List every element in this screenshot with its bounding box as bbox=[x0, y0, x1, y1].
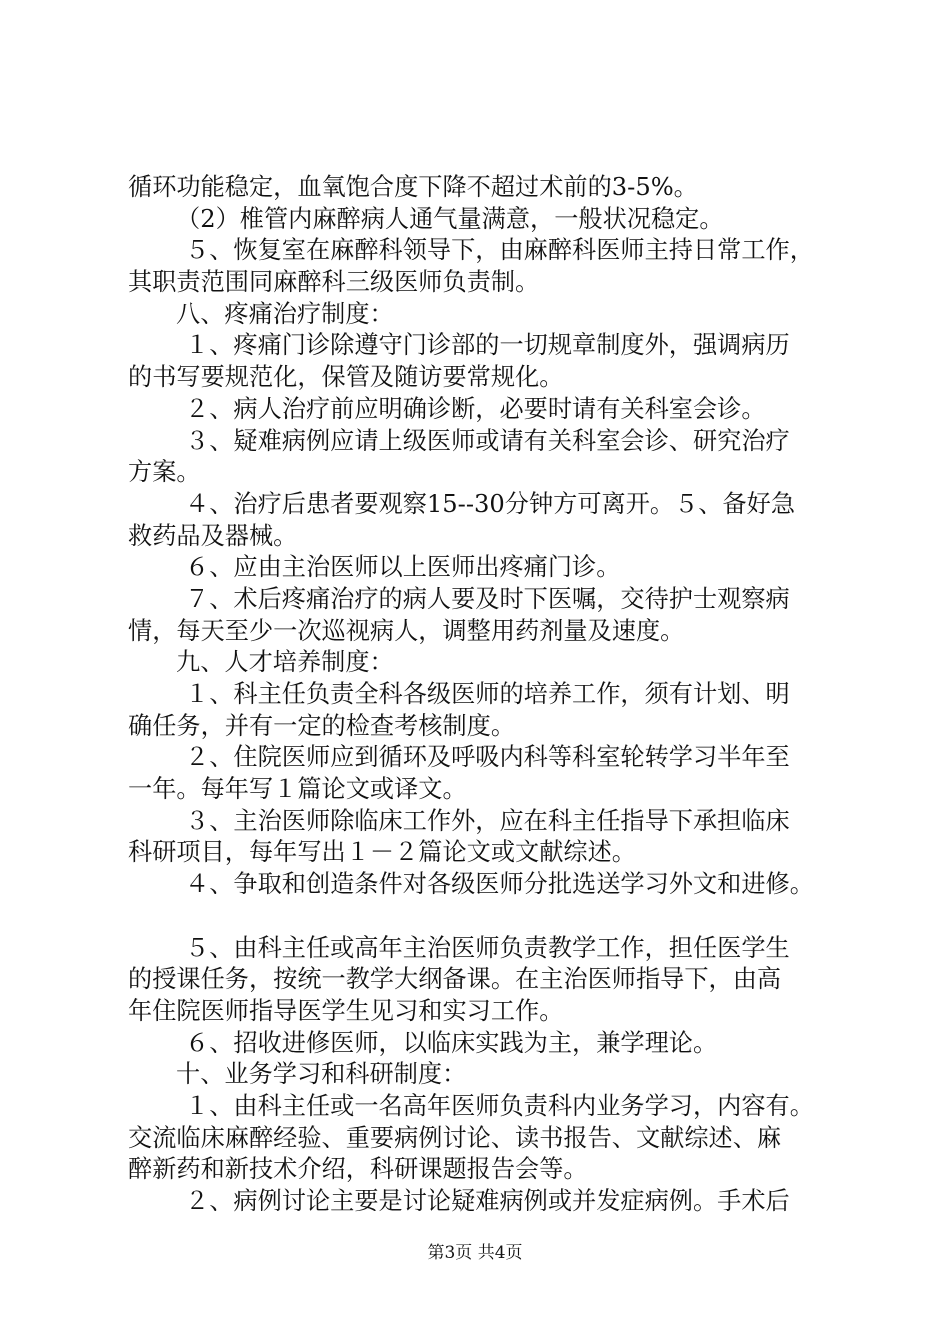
text-line: ２、病例讨论主要是讨论疑难病例或并发症病例。手术后 bbox=[185, 1187, 790, 1215]
text-line: 情，每天至少一次巡视病人，调整用药剂量及速度。 bbox=[128, 616, 685, 645]
text-line: ５、由科主任或高年主治医师负责教学工作，担任医学生 bbox=[185, 933, 790, 962]
text-line: （2）椎管内麻醉病人通气量满意，一般状况稳定。 bbox=[176, 204, 724, 233]
text-line: ６、应由主治医师以上医师出疼痛门诊。 bbox=[185, 553, 621, 582]
text-line: 科研项目，每年写出１－２篇论文或文献综述。 bbox=[128, 838, 636, 867]
text-line: 醉新药和新技术介绍，科研课题报告会等。 bbox=[128, 1155, 588, 1184]
text-line: ４、争取和创造条件对各级医师分批选送学习外文和进修。 bbox=[185, 870, 814, 899]
text-line: 确任务，并有一定的检查考核制度。 bbox=[128, 711, 516, 740]
text-line: ３、主治医师除临床工作外，应在科主任指导下承担临床 bbox=[185, 806, 790, 835]
text-line: ３、疑难病例应请上级医师或请有关科室会诊、研究治疗 bbox=[185, 426, 790, 455]
text-line: 循环功能稳定，血氧饱合度下降不超过术前的3-5%。 bbox=[128, 173, 698, 201]
text-line: ６、招收进修医师，以临床实践为主，兼学理论。 bbox=[185, 1028, 718, 1057]
text-line: ２、住院医师应到循环及呼吸内科等科室轮转学习半年至 bbox=[185, 743, 790, 772]
section-heading: 十、业务学习和科研制度： bbox=[176, 1060, 467, 1089]
text-line: ７、术后疼痛治疗的病人要及时下医嘱，交待护士观察病 bbox=[185, 584, 790, 613]
section-heading: 八、疼痛治疗制度： bbox=[176, 299, 394, 328]
document-body bbox=[128, 172, 848, 1218]
text-line: 交流临床麻醉经验、重要病例讨论、读书报告、文献综述、麻 bbox=[128, 1123, 782, 1152]
text-line: 方案。 bbox=[128, 458, 201, 487]
text-line: 年住院医师指导医学生见习和实习工作。 bbox=[128, 996, 564, 1025]
text-line: ２、病人治疗前应明确诊断，必要时请有关科室会诊。 bbox=[185, 394, 766, 423]
text-line: ５、恢复室在麻醉科领导下，由麻醉科医师主持日常工作， bbox=[185, 236, 814, 265]
text-line: １、科主任负责全科各级医师的培养工作，须有计划、明 bbox=[185, 680, 790, 708]
text-line: 一年。每年写１篇论文或译文。 bbox=[128, 775, 467, 804]
text-line: 的授课任务，按统一教学大纲备课。在主治医师指导下，由高 bbox=[128, 965, 782, 994]
text-line: 其职责范围同麻醉科三级医师负责制。 bbox=[128, 268, 540, 297]
text-line: ４、治疗后患者要观察15--30分钟方可离开。５、备好急 bbox=[185, 489, 796, 518]
text-line: 的书写要规范化，保管及随访要常规化。 bbox=[128, 363, 564, 392]
text-line: 救药品及器械。 bbox=[128, 521, 298, 550]
text-line: １、由科主任或一名高年医师负责科内业务学习，内容有。 bbox=[185, 1091, 814, 1120]
paragraph-gap bbox=[128, 901, 848, 933]
page-number-footer: 第3页 共4页 bbox=[427, 1243, 523, 1263]
text-line: １、疼痛门诊除遵守门诊部的一切规章制度外，强调病历 bbox=[185, 331, 790, 360]
section-heading: 九、人才培养制度： bbox=[176, 648, 394, 677]
